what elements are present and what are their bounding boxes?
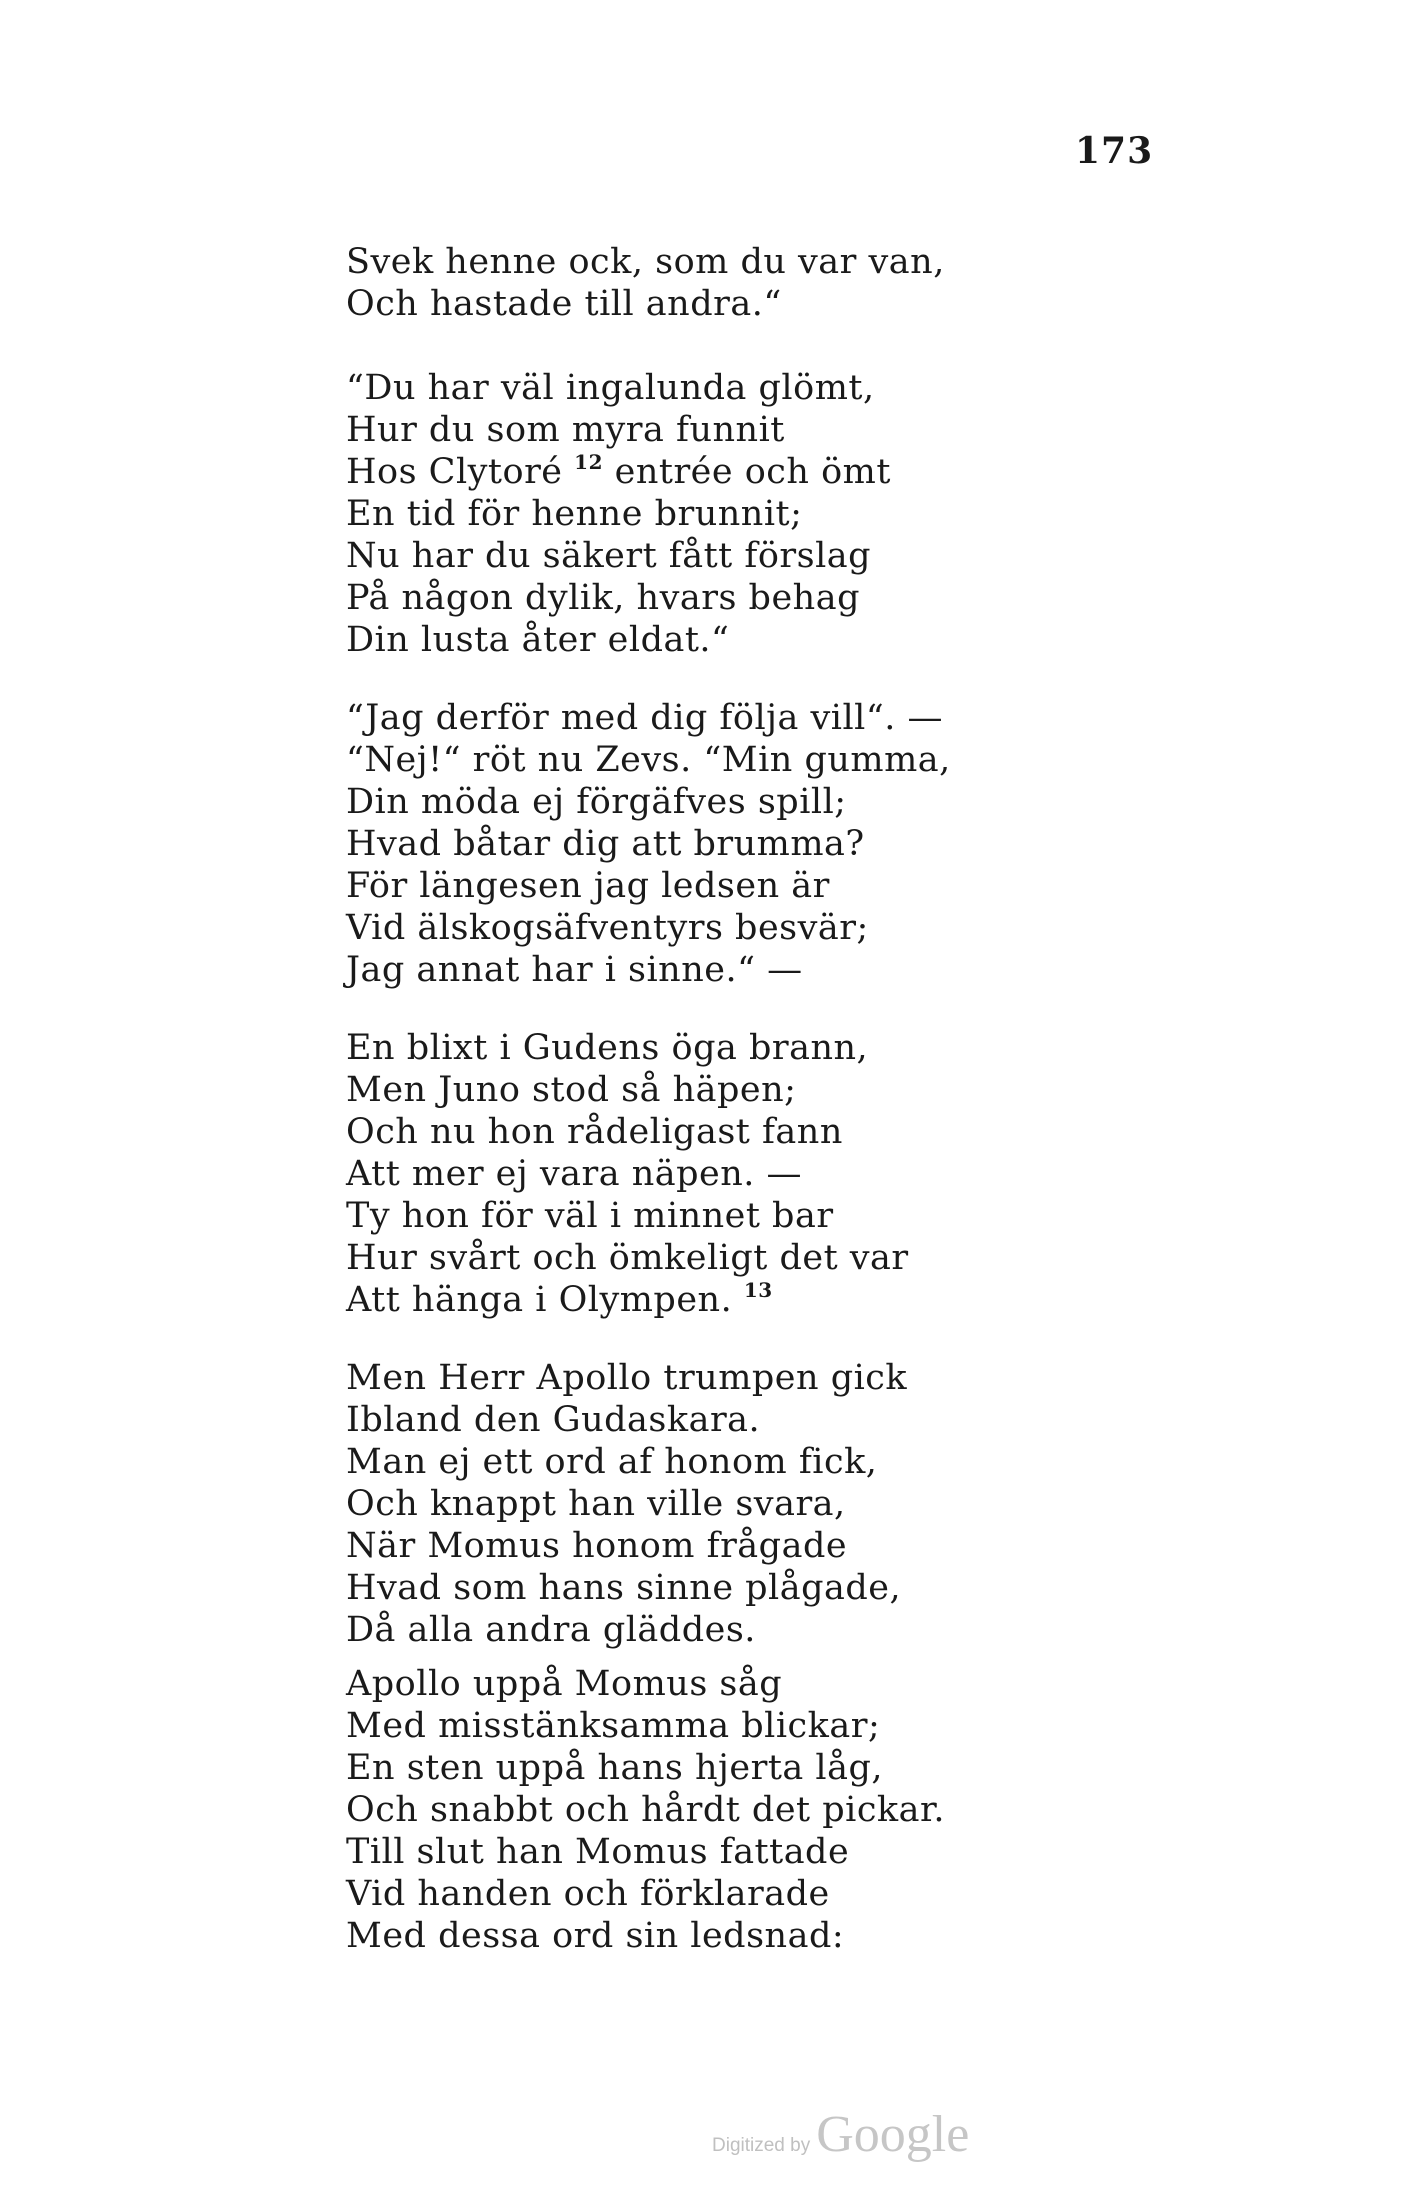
poem-line: [346, 1357, 1106, 1399]
line-text: Hvad båtar dig att brumma?: [346, 824, 865, 864]
poem-line: [346, 619, 1106, 661]
line-text: En blixt i Gudens öga brann,: [346, 1028, 869, 1068]
poem-line: [346, 1873, 1106, 1915]
digitized-watermark: [712, 2105, 969, 2164]
line-text: Ty hon för väl i minnet bar: [346, 1196, 834, 1236]
poem-line: [346, 283, 1106, 325]
poem-line: [346, 1237, 1106, 1279]
poem-line: [346, 1441, 1106, 1483]
line-text: Men Herr Apollo trumpen gick: [346, 1358, 908, 1398]
line-text: Då alla andra gläddes.: [346, 1610, 756, 1650]
footnote-marker: 13: [743, 1278, 773, 1302]
poem-line: [346, 1399, 1106, 1441]
stanza: [346, 241, 1106, 325]
poem-line: [346, 1069, 1106, 1111]
stanza: [346, 1663, 1106, 1957]
line-text: På någon dylik, hvars behag: [346, 578, 860, 618]
poem-line: [346, 781, 1106, 823]
line-text: “Du har väl ingalunda glömt,: [346, 368, 875, 408]
line-text: När Momus honom frågade: [346, 1526, 848, 1566]
line-text: Och snabbt och hårdt det pickar.: [346, 1790, 946, 1830]
poem-line: [346, 1705, 1106, 1747]
poem-line: [346, 577, 1106, 619]
line-text: Att mer ej vara näpen. —: [346, 1154, 803, 1194]
poem-line: [346, 535, 1106, 577]
poem-line: [346, 1789, 1106, 1831]
poem-line: [346, 1567, 1106, 1609]
line-text: En tid för henne brunnit;: [346, 494, 803, 534]
poem-line: [346, 1153, 1106, 1195]
poem-line: [346, 1915, 1106, 1957]
line-text: Hvad som hans sinne plågade,: [346, 1568, 902, 1608]
poem-line: [346, 1195, 1106, 1237]
line-text: Att hänga i Olympen.: [346, 1280, 733, 1320]
line-text: Apollo uppå Momus såg: [346, 1664, 783, 1704]
poem-line: [346, 367, 1106, 409]
line-text: Med misstänksamma blickar;: [346, 1706, 881, 1746]
watermark-caption: Digitized by: [712, 2135, 811, 2156]
stanza: [346, 1357, 1106, 1651]
poem-line: [346, 1663, 1106, 1705]
line-text: Jag annat har i sinne.“ —: [346, 950, 803, 990]
line-text: Ibland den Gudaskara.: [346, 1400, 761, 1440]
line-text: Med dessa ord sin ledsnad:: [346, 1916, 845, 1956]
line-text: Din möda ej förgäfves spill;: [346, 782, 847, 822]
line-text: Vid älskogsäfventyrs besvär;: [346, 908, 869, 948]
poem-line: [346, 1483, 1106, 1525]
line-text: Till slut han Momus fattade: [346, 1832, 850, 1872]
poem-line: [346, 1831, 1106, 1873]
line-text: Hur du som myra funnit: [346, 410, 785, 450]
poem-line: [346, 451, 1106, 493]
line-text: Man ej ett ord af honom fick,: [346, 1442, 878, 1482]
poem-line: [346, 739, 1106, 781]
page-number: 173: [1075, 130, 1154, 172]
line-text: För längesen jag ledsen är: [346, 866, 830, 906]
line-text-continued: entrée och ömt: [603, 452, 891, 492]
poem-line: [346, 1525, 1106, 1567]
line-text: Nu har du säkert fått förslag: [346, 536, 872, 576]
line-text: “Jag derför med dig följa vill“. —: [346, 698, 943, 738]
line-text: Svek henne ock, som du var van,: [346, 242, 945, 282]
poem-line: [346, 907, 1106, 949]
poem-line: [346, 1111, 1106, 1153]
footnote-marker: 12: [574, 450, 603, 474]
poem-line: [346, 1027, 1106, 1069]
line-text: “Nej!“ röt nu Zevs. “Min gumma,: [346, 740, 951, 780]
line-text: Och hastade till andra.“: [346, 284, 782, 324]
line-text: Din lusta åter eldat.“: [346, 620, 730, 660]
stanza: [346, 1027, 1106, 1321]
poem-line: [346, 1747, 1106, 1789]
line-text: Och nu hon rådeligast fann: [346, 1112, 843, 1152]
poem-line: [346, 865, 1106, 907]
poem-line: [346, 409, 1106, 451]
poem-line: [346, 949, 1106, 991]
poem-line: [346, 1609, 1106, 1651]
poem-body: [346, 205, 1106, 1957]
poem-line: [346, 697, 1106, 739]
stanza: [346, 697, 1106, 991]
poem-line: [346, 241, 1106, 283]
stanza: [346, 367, 1106, 661]
line-text: Och knappt han ville svara,: [346, 1484, 846, 1524]
line-text: Vid handen och förklarade: [346, 1874, 830, 1914]
line-text: Hur svårt och ömkeligt det var: [346, 1238, 909, 1278]
line-text: Hos Clytoré: [346, 452, 563, 492]
line-text: Men Juno stod så häpen;: [346, 1070, 797, 1110]
line-text: En sten uppå hans hjerta låg,: [346, 1748, 883, 1788]
google-logo: Google: [816, 2106, 970, 2163]
poem-line: [346, 823, 1106, 865]
poem-line: [346, 493, 1106, 535]
poem-line: [346, 1279, 1106, 1321]
